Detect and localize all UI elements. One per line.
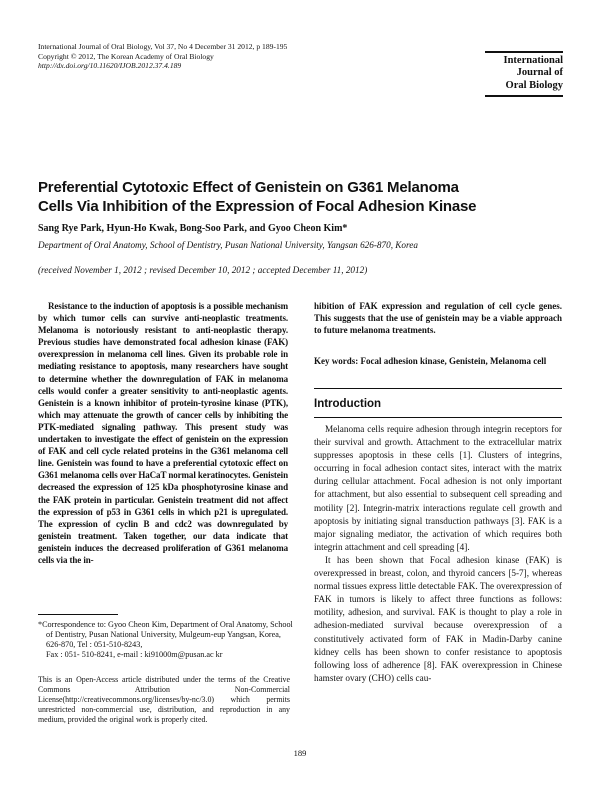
- footnote-divider: [38, 614, 118, 615]
- affiliation: Department of Oral Anatomy, School of Dentistry, Pusan National University, Yangsan 626-870, Korea: [38, 240, 418, 250]
- journal-citation: International Journal of Oral Biology, Vol 37, No 4 December 31 2012, p 189-195: [38, 42, 288, 51]
- section-heading: [314, 388, 562, 418]
- journal-box-line1: International: [503, 55, 563, 66]
- intro-paragraph-2: It has been shown that Focal adhesion kinase (FAK) is overexpressed in breast, colon, and thyroid cancers [5-7], whereas normal tissues express little detectable FAK. The overexpression of FAK in tumors is likely to affect three functions as follows: motility, adhesion, and survival. FAK is thought to play a role in adhesion-mediated survival because overexpression of a constitutively activated form of FAK in Madin-Darby canine kidney cells has been shown to confer resistance to apoptosis following loss of adherence [8]. FAK overexpression in Chinese hamster ovary (CHO) cells cau-: [314, 554, 562, 683]
- section-title: Introduction: [314, 398, 382, 410]
- introduction-body: [314, 423, 562, 685]
- right-column: [314, 300, 562, 336]
- keywords: Key words: Focal adhesion kinase, Genistein, Melanoma cell: [314, 356, 547, 366]
- journal-box-line3: Oral Biology: [505, 79, 563, 91]
- abstract-text: Resistance to the induction of apoptosis is a possible mechanism by which tumor cells can survive anti-neoplastic treatments. Melanoma is notoriously resistant to anti-neoplastic therapy. Previous studies have demonstrated focal adhesion kinase (FAK) overexpression in melanoma cell lines. Given its probable role in mediating resistance to apoptosis, many researchers have sought to determine whether the downregulation of FAK in melanoma cells would confer a greater sensitivity to anti-neoplastic agents. Genistein is a known inhibitor of protein-tyrosine kinase (PTK), which may attenuate the growth of cancer cells by inhibiting the PTK-mediated signaling pathway. This present study was undertaken to investigate the effect of genistein on the expression of FAK and cell cycle related proteins in the G361 melanoma cell line. Genistein was found to have a preferential cytotoxic effect on G361 melanoma cells over HaCaT normal keratinocytes. Genistein decreased the expression of 125 kDa phosphotyrosine kinase and the FAK protein in particular. Genistein treatment did not affect the expression of p53 in G361 cells in which p21 is upregulated. The expression of cyclin B and cdc2 was downregulated by genistein treatment. Taken together, our data indicate that genistein induces the decreased proliferation of G361 melanoma cells via the in-: [38, 301, 288, 565]
- page-number: 189: [293, 748, 307, 758]
- open-access-note: This is an Open-Access article distributed under the terms of the Creative Commons Attribution Non-Commercial License(http://creativecommons.org/licenses/by-nc/3.0) which permits unrestricted non-commercial use, distribution, and reproduction in any medium, provided the original work is properly cited.: [38, 675, 290, 724]
- received-dates: (received November 1, 2012 ; revised December 10, 2012 ; accepted December 11, 2012): [38, 265, 368, 275]
- journal-header: [38, 42, 287, 71]
- abstract-continued: hibition of FAK expression and regulation of cell cycle genes. This suggests that the use of genistein may be a viable approach to future melanoma treatments.: [314, 301, 562, 336]
- authors: Sang Rye Park, Hyun-Ho Kwak, Bong-Soo Park, and Gyoo Cheon Kim*: [38, 223, 348, 234]
- title-line1: Preferential Cytotoxic Effect of Genistein on G361 Melanoma: [38, 179, 459, 196]
- correspondence-note: [38, 620, 293, 660]
- journal-box-line2: Journal of: [516, 67, 563, 79]
- correspondence-line1: *Correspondence to: Gyoo Cheon Kim, Department of Oral Anatomy, School of Dentistry, Pusan National University, Mulgeum-eup Yangsan, Korea, 626-870, Tel : 051-510-8243,: [38, 620, 293, 650]
- copyright-line: Copyright © 2012, The Korean Academy of Oral Biology: [38, 51, 214, 61]
- title-line2: Cells Via Inhibition of the Expression of Focal Adhesion Kinase: [38, 198, 477, 215]
- intro-paragraph-1: Melanoma cells require adhesion through integrin receptors for their survival and growth. Attachment to the extracellular matrix suppresses apoptosis in these cells [1]. Clusters of integrins, occurring in focal adhesion contact sites, interact with the matrix during cellular attachment. Focal adhesion is not only important for attachment, but also essential to subsequent cell spreading and motility [2]. Integrin-matrix interactions regulate cell growth and apoptosis by initiating signal transduction pathways [3]. FAK is a major signaling mediator, the activation of which requires both integrin attachment and cell spreading [4].: [314, 424, 562, 552]
- journal-logo-box: [485, 51, 563, 97]
- doi-link[interactable]: http://dx.doi.org/10.11620/IJOB.2012.37.4.189: [38, 61, 182, 71]
- correspondence-line2: Fax : 051- 510-8241, e-mail : ki91000m@pusan.ac kr: [46, 650, 223, 660]
- left-column: [38, 300, 288, 566]
- paper-title: [38, 178, 558, 216]
